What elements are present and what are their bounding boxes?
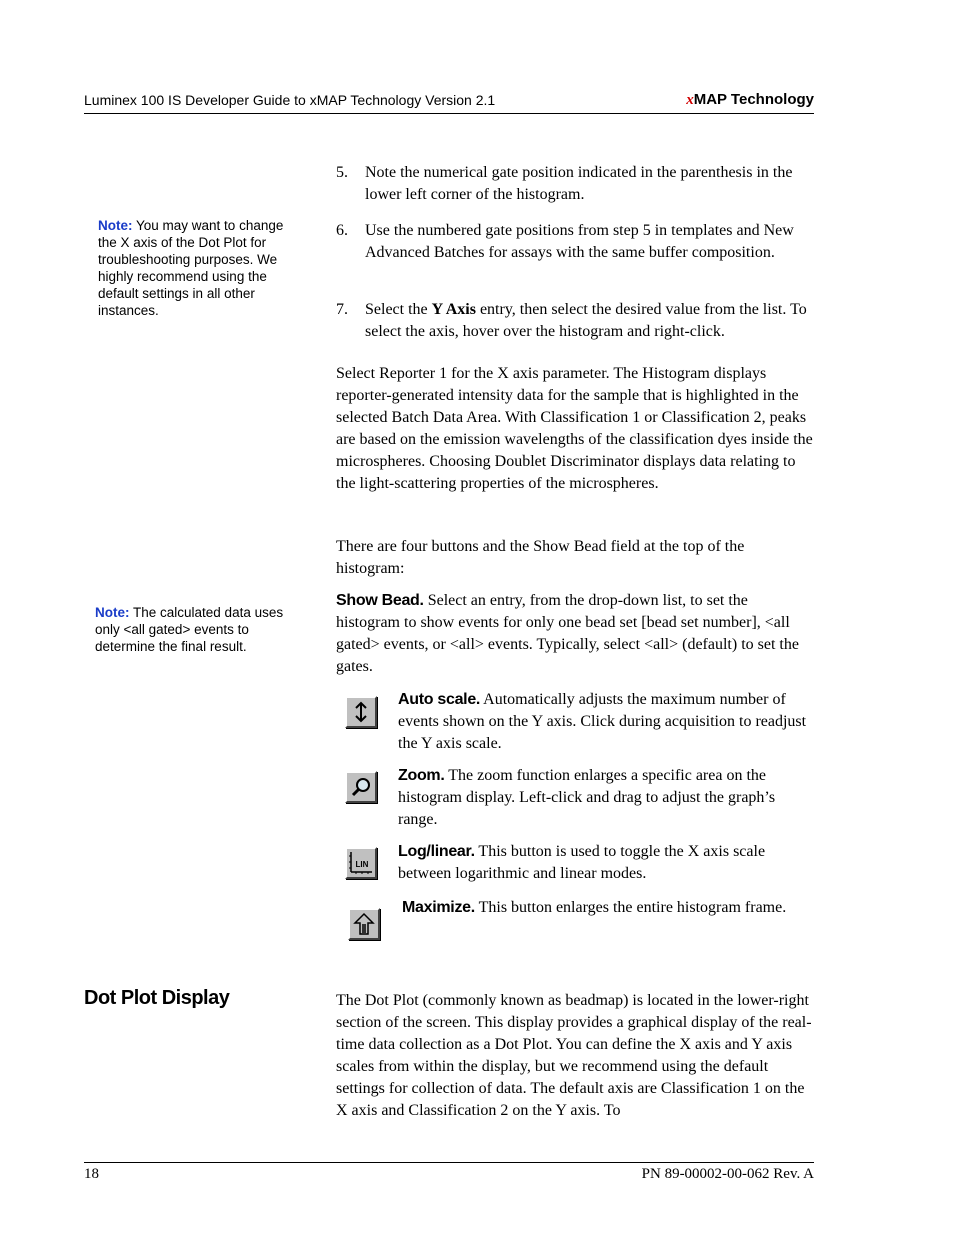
log-linear-icon-text: LIN [355, 860, 369, 869]
tool-text: Automatically adjusts the maximum number of events shown on the Y axis. Click during acquisition to readjust the Y axis scale. [398, 691, 807, 752]
auto-scale-button [345, 696, 379, 730]
show-bead-label: Show Bead. [336, 592, 424, 609]
dot-plot-paragraph: The Dot Plot (commonly known as beadmap) is located in the lower-right section of the screen. This display provides a graphical display of the real-time data collection as a Dot Plot. You can define the X axis and Y axis scales from within the display, but we recommend using the default settings for collection of data. The default axis are Classification 1 on the X axis and Classification 2 on the Y axis. To [336, 992, 812, 1119]
margin-note-calculated-data [95, 604, 305, 655]
step-number: 6. [336, 222, 348, 239]
step-6 [336, 220, 814, 264]
step-text: Use the numbered gate positions from step 5 in templates and New Advanced Batches for assays with the same buffer composition. [365, 222, 794, 261]
step-number: 5. [336, 164, 348, 181]
step-text-pre: Select the [365, 301, 432, 318]
reporter-paragraph: Select Reporter 1 for the X axis parameter. The Histogram displays reporter-generated intensity data for the sample that is highlighted in the selected Batch Data Area. With Classification 1 or Classification 2, peaks are based on the emission wavelengths of the classification dyes inside the microspheres. Choosing Doublet Discriminator displays data relating to the light-scattering properties of the microspheres. [336, 365, 813, 492]
tool-label: Auto scale. [398, 691, 481, 708]
show-bead-paragraph [336, 590, 814, 678]
auto-scale-icon [351, 700, 371, 724]
zoom-icon [350, 776, 372, 798]
margin-note-dot-plot [98, 217, 303, 319]
maximize-description [402, 897, 818, 919]
brand-x: x [686, 92, 694, 108]
four-buttons-paragraph: There are four buttons and the Show Bead field at the top of the histogram: [336, 538, 745, 577]
tool-text: This button is used to toggle the X axis scale between logarithmic and linear modes. [398, 843, 766, 882]
note-label: Note: [98, 218, 133, 233]
running-header-title: Luminex 100 IS Developer Guide to xMAP Technology Version 2.1 [84, 92, 496, 108]
tool-label: Zoom. [398, 767, 445, 784]
auto-scale-description [398, 689, 814, 755]
header-rule [84, 113, 814, 114]
step-text-bold: Y Axis [431, 301, 476, 318]
note-label: Note: [95, 605, 130, 620]
tool-text: The zoom function enlarges a specific area on the histogram display. Left-click and drag to adjust the graph’s range. [398, 767, 776, 828]
maximize-button [348, 908, 382, 942]
footer-rule [84, 1162, 814, 1163]
log-linear-description [398, 841, 814, 885]
step-text [365, 299, 814, 343]
page-number: 18 [84, 1166, 99, 1182]
log-linear-button [345, 847, 379, 881]
zoom-description [398, 765, 814, 831]
step-7 [336, 299, 814, 343]
maximize-icon [352, 912, 376, 936]
part-number: PN 89-00002-00-062 Rev. A [641, 1166, 814, 1182]
step-5 [336, 162, 814, 206]
step-number: 7. [336, 301, 348, 318]
brand-rest: MAP Technology [693, 91, 814, 108]
running-header-brand [686, 91, 814, 109]
zoom-button [345, 771, 379, 805]
show-bead-text: Select an entry, from the drop-down list, to set the histogram to show events for only one bead set [bead set number], <all gated> events, or <all> events. Typically, select <all> (default) to set the gates. [336, 592, 799, 675]
log-linear-icon [348, 850, 374, 876]
note-text: You may want to change the X axis of the Dot Plot for troubleshooting purposes. We highly recommend using the default settings in all other instances. [98, 218, 284, 318]
tool-label: Maximize. [402, 899, 475, 916]
tool-text: This button enlarges the entire histogram frame. [474, 899, 787, 916]
tool-label: Log/linear. [398, 843, 475, 860]
note-text: The calculated data uses only <all gated> events to determine the final result. [95, 605, 284, 654]
step-text-post: entry, then select the desired value from the list. To select the axis, hover over the histogram and right-click. [365, 301, 807, 340]
section-heading: Dot Plot Display [84, 987, 230, 1009]
step-text: Note the numerical gate position indicated in the parenthesis in the lower left corner of the histogram. [365, 164, 793, 203]
